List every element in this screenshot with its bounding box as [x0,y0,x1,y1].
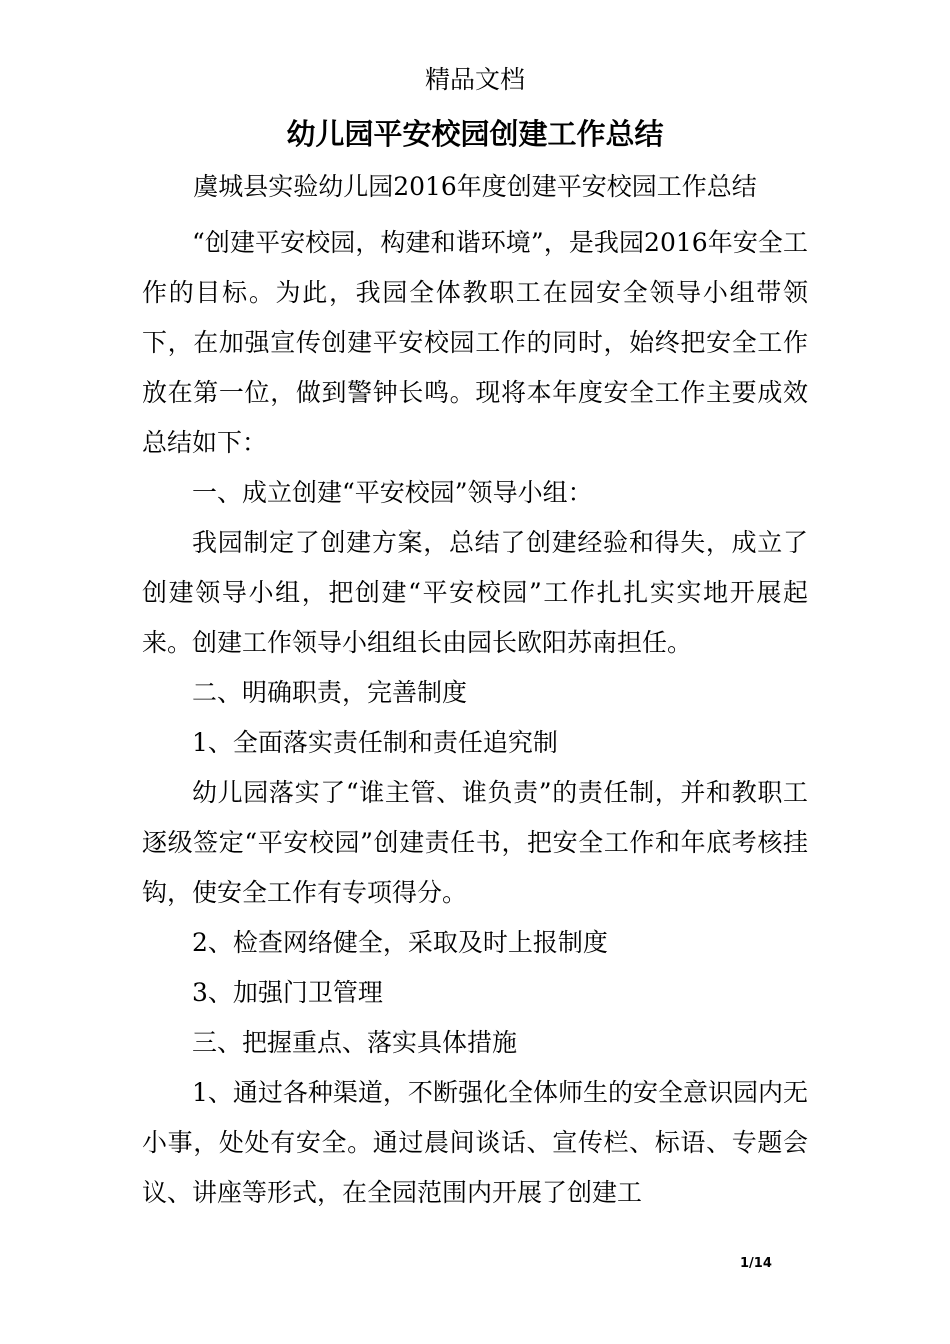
document-subtitle: 虞城县实验幼儿园2016年度创建平安校园工作总结 [193,172,757,201]
subsection-heading: 1、全面落实责任制和责任追究制 [192,728,558,757]
paragraph: 1、通过各种渠道，不断强化全体师生的安全意识园内无小事，处处有安全。通过晨间谈话、宣传栏、标语、专题会议、讲座等形式，在全园范围内开展了创建工 [142,1078,808,1207]
paragraph: 幼儿园落实了“谁主管、谁负责”的责任制，并和教职工逐级签定“平安校园”创建责任书，把安全工作和年底考核挂钩，使安全工作有专项得分。 [142,778,808,907]
paragraph: “创建平安校园，构建和谐环境”，是我园2016年安全工作的目标。为此，我园全体教职工在园安全领导小组带领下，在加强宣传创建平安校园工作的同时，始终把安全工作放在第一位，做到警钟长鸣。现将本年度安全工作主要成效总结如下： [142,228,808,457]
subsection-heading: 2、检查网络健全，采取及时上报制度 [192,928,608,957]
document-title: 幼儿园平安校园创建工作总结 [286,117,664,151]
section-heading: 三、把握重点、落实具体措施 [192,1028,518,1057]
section-heading: 二、明确职责，完善制度 [192,678,468,707]
paragraph: 我园制定了创建方案，总结了创建经验和得失，成立了创建领导小组，把创建“平安校园”工作扎扎实实地开展起来。创建工作领导小组组长由园长欧阳苏南担任。 [142,528,808,657]
page-header: 精品文档 [424,65,525,94]
subsection-heading: 3、加强门卫管理 [192,978,383,1007]
section-heading: 一、成立创建“平安校园”领导小组： [192,478,593,507]
page-number: 1/14 [740,1256,772,1271]
document-body [142,218,808,1218]
